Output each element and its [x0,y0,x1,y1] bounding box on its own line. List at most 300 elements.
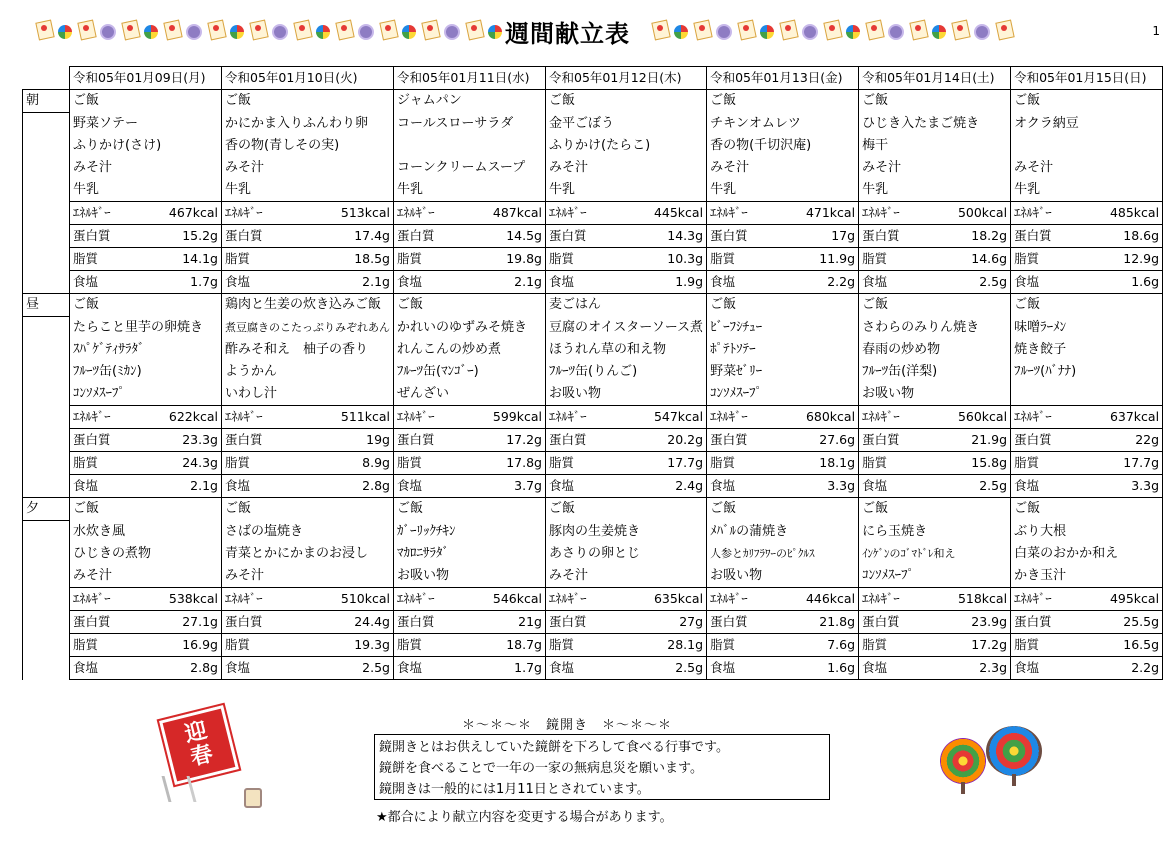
nutrient-value: 2.5g [310,657,394,680]
lunch-nutrition-row [23,406,1163,429]
dish-cell: 牛乳 [707,179,859,202]
kite-char: 春 [188,741,216,771]
nutrient-label: 脂質 [1011,248,1089,271]
nutrient-label: 蛋白質 [707,225,785,248]
dish-cell: ご飯 [222,498,394,521]
nutrient-label: ｴﾈﾙｷﾞｰ [394,202,472,225]
spinning-top-icon [444,24,460,40]
nutrient-value: 446kcal [785,588,859,611]
corner-cell [23,67,70,90]
nutrient-label: 脂質 [707,452,785,475]
dish-cell: ｺﾝｿﾒｽｰﾌﾟ [707,383,859,406]
kite-icon [164,21,180,43]
nutrient-label: 食塩 [1011,475,1089,498]
nutrient-value: 467kcal [148,202,222,225]
nutrient-value: 3.3g [785,475,859,498]
dish-cell: ご飯 [70,498,222,521]
nutrient-label: 蛋白質 [859,429,937,452]
nutrient-label: 脂質 [546,452,629,475]
nutrient-label: 脂質 [859,248,937,271]
nutrient-value: 24.3g [148,452,222,475]
spinning-top-icon [846,25,860,39]
nutrient-label: 脂質 [394,634,472,657]
dish-cell: 麦ごはん [546,294,707,317]
nutrient-label: 食塩 [394,657,472,680]
dish-cell: 青菜とかにかまのお浸し [222,543,394,565]
nutrient-value: 680kcal [785,406,859,429]
dish-cell: みそ汁 [70,565,222,588]
breakfast-nutrition-row [23,202,1163,225]
page-number: 1 [1152,24,1160,38]
nutrient-label: 蛋白質 [394,429,472,452]
dish-cell: チキンオムレツ [707,113,859,136]
dish-cell: ご飯 [394,498,546,521]
spinning-top-icon [488,25,502,39]
nutrient-label: 蛋白質 [1011,429,1089,452]
nutrient-value: 3.3g [1089,475,1163,498]
kite-icon [952,21,968,43]
nutrient-value: 495kcal [1089,588,1163,611]
spinning-top-icon [402,25,416,39]
nutrient-label: 食塩 [859,475,937,498]
breakfast-nutrition-row [23,248,1163,271]
dinner-label: 夕 [23,498,70,521]
nutrient-value: 21.8g [785,611,859,634]
dish-cell: ふりかけ(さけ) [70,135,222,157]
dish-cell: 豆腐のオイスターソース煮 [546,317,707,340]
nutrient-value: 538kcal [148,588,222,611]
nutrient-value: 511kcal [310,406,394,429]
nutrient-label: 脂質 [707,634,785,657]
dish-cell: さわらのみりん焼き [859,317,1011,340]
dish-cell: 金平ごぼう [546,113,707,136]
nutrient-label: 蛋白質 [1011,225,1089,248]
nutrient-value: 21.9g [937,429,1011,452]
kite-icon [78,21,94,43]
breakfast-nutrition-row [23,271,1163,294]
nutrient-label: 食塩 [859,657,937,680]
nutrient-value: 500kcal [937,202,1011,225]
kite-icon [466,21,482,43]
meal-label-fill [23,657,70,680]
dish-cell: コールスローサラダ [394,113,546,136]
nutrient-label: 脂質 [70,634,148,657]
kite-icon [780,21,796,43]
day-date-header: 令和05年01月10日(火) [222,67,394,90]
dish-cell: 野菜ｾﾞﾘｰ [707,361,859,383]
nutrient-label: 食塩 [707,271,785,294]
nutrient-value: 560kcal [937,406,1011,429]
breakfast-dish-row [23,135,1163,157]
nutrient-label: 蛋白質 [546,429,629,452]
dish-cell: かき玉汁 [1011,565,1163,588]
meal-label-fill [23,475,70,498]
nutrient-value: 2.2g [1089,657,1163,680]
nutrient-label: 脂質 [1011,452,1089,475]
dish-cell: 牛乳 [222,179,394,202]
nutrient-value: 8.9g [310,452,394,475]
nutrient-label: ｴﾈﾙｷﾞｰ [707,202,785,225]
nutrient-label: 脂質 [222,452,310,475]
nutrient-label: ｴﾈﾙｷﾞｰ [546,406,629,429]
nutrient-value: 17.7g [1089,452,1163,475]
dinner-dish-row [23,498,1163,521]
nutrient-label: 食塩 [546,475,629,498]
nutrient-value: 14.1g [148,248,222,271]
nutrient-value: 17.8g [472,452,546,475]
dish-cell: ご飯 [70,294,222,317]
nutrient-value: 18.2g [937,225,1011,248]
dish-cell: ふりかけ(たらこ) [546,135,707,157]
dish-cell: ご飯 [707,90,859,113]
spinning-top-illustration [940,738,986,784]
breakfast-dish-row [23,179,1163,202]
dish-cell: 牛乳 [546,179,707,202]
nutrient-label: 蛋白質 [222,611,310,634]
nutrient-label: 脂質 [859,452,937,475]
dish-cell [394,135,546,157]
spinning-top-icon [932,25,946,39]
meal-label-fill [23,429,70,452]
nutrient-label: 食塩 [70,657,148,680]
nutrient-value: 18.6g [1089,225,1163,248]
kite-icon [380,21,396,43]
nutrient-label: 蛋白質 [707,429,785,452]
nutrient-label: ｴﾈﾙｷﾞｰ [1011,202,1089,225]
dish-cell: かれいのゆずみそ焼き [394,317,546,340]
dish-cell: ｺﾝｿﾒｽｰﾌﾟ [70,383,222,406]
nutrient-value: 23.3g [148,429,222,452]
nutrient-label: 食塩 [546,657,629,680]
lunch-nutrition-row [23,429,1163,452]
nutrient-value: 18.5g [310,248,394,271]
nutrient-value: 21g [472,611,546,634]
dish-cell: 豚肉の生姜焼き [546,521,707,544]
dish-cell: ｲﾝｹﾞﾝのｺﾞﾏﾄﾞﾚ和え [859,543,1011,565]
lunch-dish-row [23,383,1163,406]
nutrient-label: 蛋白質 [70,429,148,452]
nutrient-label: ｴﾈﾙｷﾞｰ [707,406,785,429]
nutrient-label: 食塩 [394,475,472,498]
kite-icon [694,21,710,43]
nutrient-value: 2.8g [310,475,394,498]
meal-label-fill [23,361,70,383]
dish-cell: ご飯 [707,498,859,521]
nutrient-value: 7.6g [785,634,859,657]
meal-label-fill [23,383,70,406]
kagami-line: 鏡開きは一般的には1月11日とされています。 [379,782,650,797]
nutrient-value: 2.8g [148,657,222,680]
nutrient-label: 食塩 [546,271,629,294]
dish-cell: ﾏｶﾛﾆｻﾗﾀﾞ [394,543,546,565]
kagami-title: ＊～＊～＊ 鏡開き ＊～＊～＊ [462,718,673,733]
change-notice: ★都合により献立内容を変更する場合があります。 [376,810,673,825]
dish-cell: ご飯 [707,294,859,317]
nutrient-label: ｴﾈﾙｷﾞｰ [1011,588,1089,611]
dish-cell: 春雨の炒め物 [859,339,1011,361]
nutrient-value: 23.9g [937,611,1011,634]
dish-cell: ﾒﾊﾞﾙの蒲焼き [707,521,859,544]
nutrient-label: 食塩 [707,475,785,498]
nutrient-label: 脂質 [394,452,472,475]
nutrient-value: 17g [785,225,859,248]
meal-label-fill [23,588,70,611]
meal-label-fill [23,225,70,248]
kagami-info-box [374,734,830,800]
nutrient-label: 蛋白質 [222,225,310,248]
lunch-nutrition-row [23,475,1163,498]
meal-label-fill [23,271,70,294]
nutrient-value: 17.2g [937,634,1011,657]
nutrient-label: 脂質 [546,248,629,271]
nutrient-value: 18.1g [785,452,859,475]
dish-cell: 牛乳 [70,179,222,202]
kite-spool-icon [244,788,262,808]
nutrient-value: 2.5g [628,657,706,680]
day-date-header: 令和05年01月13日(金) [707,67,859,90]
dish-cell: お吸い物 [394,565,546,588]
dish-cell: ﾌﾙｰﾂ缶(ﾏﾝｺﾞｰ) [394,361,546,383]
nutrient-value: 10.3g [628,248,706,271]
dish-cell: 野菜ソテー [70,113,222,136]
nutrient-value: 16.9g [148,634,222,657]
nutrient-label: 蛋白質 [394,611,472,634]
nutrient-label: 脂質 [546,634,629,657]
nutrient-value: 2.5g [937,271,1011,294]
dinner-dish-row [23,521,1163,544]
geishun-kite-illustration [159,705,239,785]
nutrient-value: 17.4g [310,225,394,248]
nutrient-value: 599kcal [472,406,546,429]
nutrient-value: 12.9g [1089,248,1163,271]
spinning-top-illustration [986,726,1042,776]
dish-cell: みそ汁 [546,565,707,588]
meal-label-fill [23,406,70,429]
nutrient-label: 脂質 [222,634,310,657]
dish-cell: ぶり大根 [1011,521,1163,544]
nutrient-label: ｴﾈﾙｷﾞｰ [222,588,310,611]
kite-icon [866,21,882,43]
nutrient-value: 546kcal [472,588,546,611]
meal-label-fill [23,339,70,361]
nutrient-value: 25.5g [1089,611,1163,634]
top-stem [1012,774,1016,786]
kite-icon [208,21,224,43]
spinning-top-icon [760,25,774,39]
nutrient-label: ｴﾈﾙｷﾞｰ [222,202,310,225]
nutrient-value: 14.6g [937,248,1011,271]
day-date-header: 令和05年01月14日(土) [859,67,1011,90]
dish-cell: 梅干 [859,135,1011,157]
dish-cell: みそ汁 [546,157,707,179]
dinner-nutrition-row [23,634,1163,657]
nutrient-value: 2.1g [148,475,222,498]
nutrient-label: 脂質 [707,248,785,271]
kite-icon [36,21,52,43]
meal-label-fill [23,179,70,202]
spinning-top-icon [144,25,158,39]
dish-cell: 鶏肉と生姜の炊き込みご飯 [222,294,394,317]
dish-cell: ジャムパン [394,90,546,113]
dish-cell: お吸い物 [707,565,859,588]
header-decoration-left [36,14,502,50]
dish-cell: ご飯 [859,294,1011,317]
nutrient-value: 27.6g [785,429,859,452]
dish-cell: ご飯 [394,294,546,317]
nutrient-value: 487kcal [472,202,546,225]
day-date-header: 令和05年01月11日(水) [394,67,546,90]
nutrient-value: 513kcal [310,202,394,225]
nutrient-label: 蛋白質 [70,225,148,248]
kite-char: 迎 [182,718,210,748]
nutrient-label: ｴﾈﾙｷﾞｰ [70,588,148,611]
dish-cell: 白菜のおかか和え [1011,543,1163,565]
kite-icon [910,21,926,43]
nutrient-label: ｴﾈﾙｷﾞｰ [859,202,937,225]
dish-cell: 水炊き風 [70,521,222,544]
nutrient-label: 脂質 [859,634,937,657]
nutrient-label: 食塩 [1011,271,1089,294]
nutrient-label: ｴﾈﾙｷﾞｰ [859,406,937,429]
dinner-nutrition-row [23,611,1163,634]
spinning-top-icon [888,24,904,40]
dish-cell: ひじきの煮物 [70,543,222,565]
nutrient-value: 15.2g [148,225,222,248]
nutrient-label: 蛋白質 [859,611,937,634]
nutrient-value: 445kcal [628,202,706,225]
kite-icon [122,21,138,43]
dish-cell: 焼き餃子 [1011,339,1163,361]
kite-icon [824,21,840,43]
meal-label-fill [23,565,70,588]
nutrient-value: 18.7g [472,634,546,657]
nutrient-value: 637kcal [1089,406,1163,429]
nutrient-label: ｴﾈﾙｷﾞｰ [222,406,310,429]
dish-cell: ようかん [222,361,394,383]
dish-cell: さばの塩焼き [222,521,394,544]
nutrient-label: 食塩 [394,271,472,294]
spinning-top-icon [358,24,374,40]
dish-cell: 香の物(千切沢庵) [707,135,859,157]
nutrient-value: 19.3g [310,634,394,657]
dish-cell: れんこんの炒め煮 [394,339,546,361]
dish-cell: コーンクリームスープ [394,157,546,179]
dish-cell: ご飯 [1011,294,1163,317]
dish-cell: ご飯 [859,90,1011,113]
dish-cell: みそ汁 [222,157,394,179]
meal-label-fill [23,611,70,634]
kite-icon [738,21,754,43]
nutrient-label: ｴﾈﾙｷﾞｰ [546,588,629,611]
meal-label-fill [23,113,70,136]
nutrient-label: 蛋白質 [394,225,472,248]
spinning-top-icon [716,24,732,40]
nutrient-value: 27.1g [148,611,222,634]
kite-icon [422,21,438,43]
dish-cell: ご飯 [546,498,707,521]
meal-label-fill [23,202,70,225]
nutrient-value: 2.2g [785,271,859,294]
kite-icon [336,21,352,43]
nutrient-value: 471kcal [785,202,859,225]
nutrient-label: 蛋白質 [859,225,937,248]
nutrient-label: ｴﾈﾙｷﾞｰ [546,202,629,225]
nutrient-label: ｴﾈﾙｷﾞｰ [70,406,148,429]
kagami-line: 鏡開きとはお供えしていた鏡餅を下ろして食べる行事です。 [379,740,729,755]
spinning-top-icon [674,25,688,39]
nutrient-value: 2.1g [472,271,546,294]
nutrient-value: 28.1g [628,634,706,657]
nutrient-value: 19.8g [472,248,546,271]
dish-cell: ﾌﾙｰﾂ缶(りんご) [546,361,707,383]
dish-cell: ご飯 [1011,498,1163,521]
dish-cell: みそ汁 [707,157,859,179]
dish-cell: ｺﾝｿﾒｽｰﾌﾟ [859,565,1011,588]
dish-cell: ﾌﾙｰﾂ(ﾊﾞﾅﾅ) [1011,361,1163,383]
spinning-top-icon [100,24,116,40]
nutrient-value: 1.6g [785,657,859,680]
dish-cell: お吸い物 [546,383,707,406]
dish-cell: あさりの卵とじ [546,543,707,565]
nutrient-label: 脂質 [70,452,148,475]
spinning-top-icon [230,25,244,39]
dish-cell: みそ汁 [222,565,394,588]
dish-cell [1011,383,1163,406]
breakfast-dish-row [23,90,1163,113]
nutrient-value: 2.5g [937,475,1011,498]
nutrient-label: 脂質 [1011,634,1089,657]
dinner-dish-row [23,543,1163,565]
kagami-line: 鏡餅を食べることで一年の一家の無病息災を願います。 [379,761,703,776]
dish-cell: にら玉焼き [859,521,1011,544]
dish-cell: ご飯 [222,90,394,113]
nutrient-label: ｴﾈﾙｷﾞｰ [859,588,937,611]
nutrient-value: 1.7g [472,657,546,680]
meal-label-fill [23,521,70,544]
date-header-row [23,67,1163,90]
breakfast-label: 朝 [23,90,70,113]
lunch-dish-row [23,294,1163,317]
dish-cell: ぜんざい [394,383,546,406]
nutrient-label: ｴﾈﾙｷﾞｰ [394,588,472,611]
dish-cell: ﾌﾙｰﾂ缶(ﾐｶﾝ) [70,361,222,383]
dish-cell: 煮豆腐きのこたっぷりみぞれあん [222,317,394,340]
meal-label-fill [23,248,70,271]
nutrient-value: 27g [628,611,706,634]
dish-cell: ご飯 [859,498,1011,521]
nutrient-value: 2.3g [937,657,1011,680]
nutrient-value: 20.2g [628,429,706,452]
dish-cell: ｽﾊﾟｹﾞﾃｨｻﾗﾀﾞ [70,339,222,361]
dish-cell: 酢みそ和え 柚子の香り [222,339,394,361]
kite-icon [250,21,266,43]
nutrient-label: 脂質 [222,248,310,271]
kite-icon [294,21,310,43]
nutrient-value: 2.4g [628,475,706,498]
nutrient-label: 脂質 [394,248,472,271]
dish-cell: オクラ納豆 [1011,113,1163,136]
nutrient-label: 蛋白質 [546,225,629,248]
nutrient-value: 16.5g [1089,634,1163,657]
lunch-nutrition-row [23,452,1163,475]
nutrient-label: ｴﾈﾙｷﾞｰ [1011,406,1089,429]
nutrient-value: 635kcal [628,588,706,611]
nutrient-value: 1.9g [628,271,706,294]
nutrient-value: 510kcal [310,588,394,611]
nutrient-value: 1.7g [148,271,222,294]
dish-cell: いわし汁 [222,383,394,406]
dish-cell: お吸い物 [859,383,1011,406]
